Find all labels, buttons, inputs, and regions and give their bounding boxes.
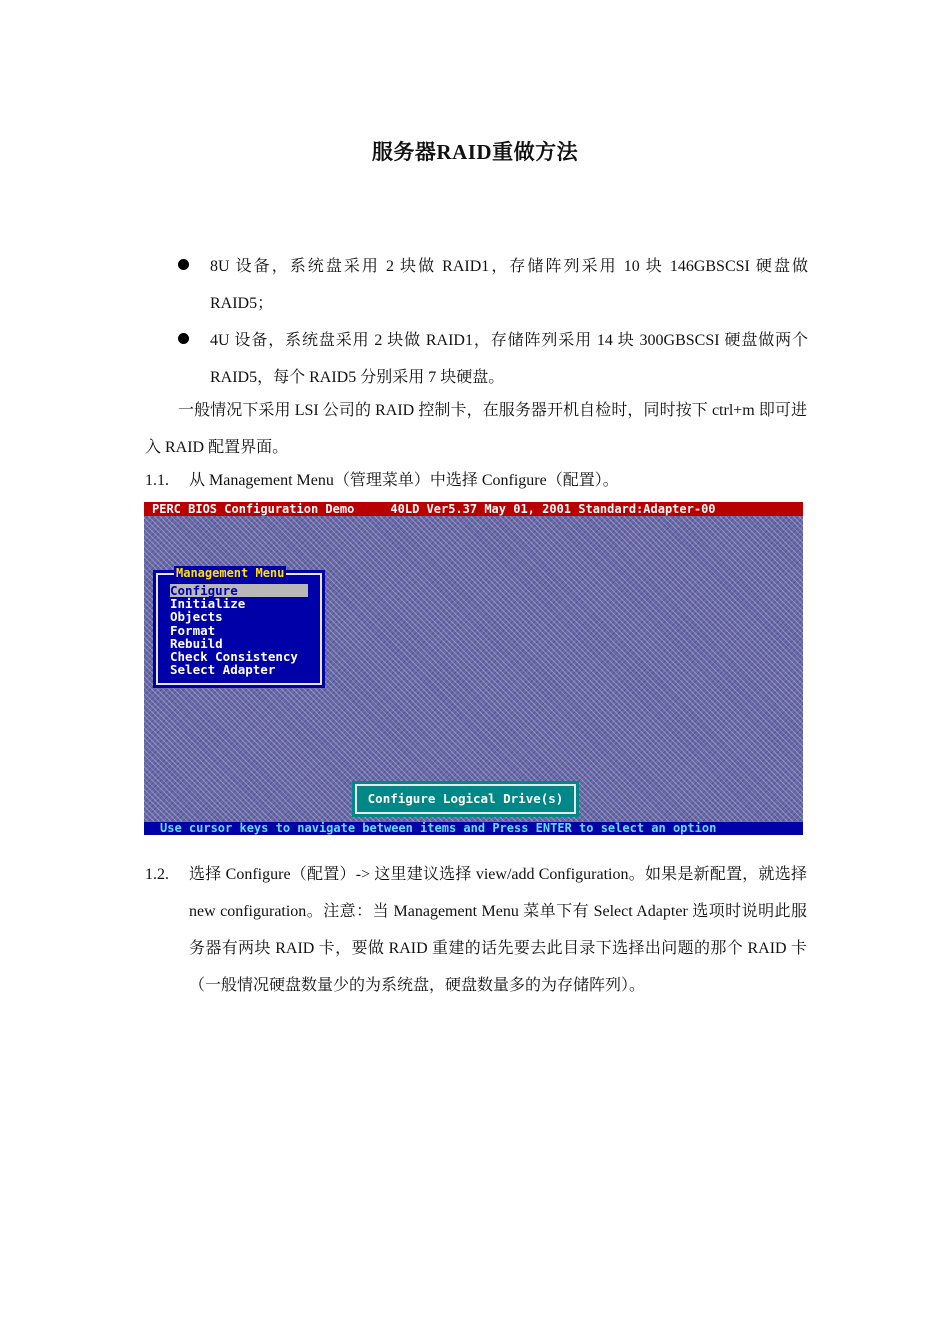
intro-paragraph: 一般情况下采用 LSI 公司的 RAID 控制卡，在服务器开机自检时，同时按下 ctrl+m 即可进入 RAID 配置界面。 [145,402,807,456]
management-menu-items [170,584,308,676]
bullet-text: 8U 设备，系统盘采用 2 块做 RAID1，存储阵列采用 10 块 146GBSCSI 硬盘做 RAID5； [210,258,808,312]
bullet-icon [178,333,189,344]
menu-item-configure[interactable]: Configure [170,584,308,597]
step-number: 1.2. [145,866,169,883]
bios-status-bar: Use cursor keys to navigate between items and Press ENTER to select an option [144,822,803,835]
bios-title-bar: PERC BIOS Configuration Demo 40LD Ver5.37 May 01, 2001 Standard:Adapter-00 [144,502,803,516]
page-title: 服务器RAID重做方法 [371,140,579,164]
menu-item-objects[interactable]: Objects [170,609,223,625]
management-menu-title: Management Menu [176,566,285,580]
bullet-list [178,248,808,396]
step-text: 选择 Configure（配置）-> 这里建议选择 view/add Configuration。如果是新配置，就选择 new configuration。注意：当 Management Menu 菜单下有 Select Adapter 选项时说明此服务器有两块 RAID 卡，要做 RAID 重建的话先要去此目录下选择出问题的那个 RAID 卡（一般情况硬盘数量少的为系统盘，硬盘数量多的为存储阵列）。 [189,866,807,994]
bios-screenshot [144,502,803,835]
list-item [178,248,808,322]
step-number: 1.1. [145,472,169,489]
help-hint-box [352,781,579,817]
management-menu-frame [156,566,322,685]
bullet-icon [178,259,189,270]
management-menu [153,566,325,688]
bullet-text: 4U 设备，系统盘采用 2 块做 RAID1，存储阵列采用 14 块 300GBSCSI 硬盘做两个 RAID5，每个 RAID5 分别采用 7 块硬盘。 [210,332,808,386]
list-item [178,322,808,396]
menu-item-check-consistency[interactable]: Check Consistency [170,649,298,665]
step-1-2 [145,856,807,1004]
menu-item-initialize[interactable]: Initialize [170,596,246,612]
help-hint-text: Configure Logical Drive(s) [355,784,576,814]
menu-item-format[interactable]: Format [170,622,216,638]
step-1-1 [145,462,807,499]
menu-item-select-adapter[interactable]: Select Adapter [170,662,276,678]
menu-item-rebuild[interactable]: Rebuild [170,635,223,651]
step-text: 从 Management Menu（管理菜单）中选择 Configure（配置）。 [189,472,619,489]
